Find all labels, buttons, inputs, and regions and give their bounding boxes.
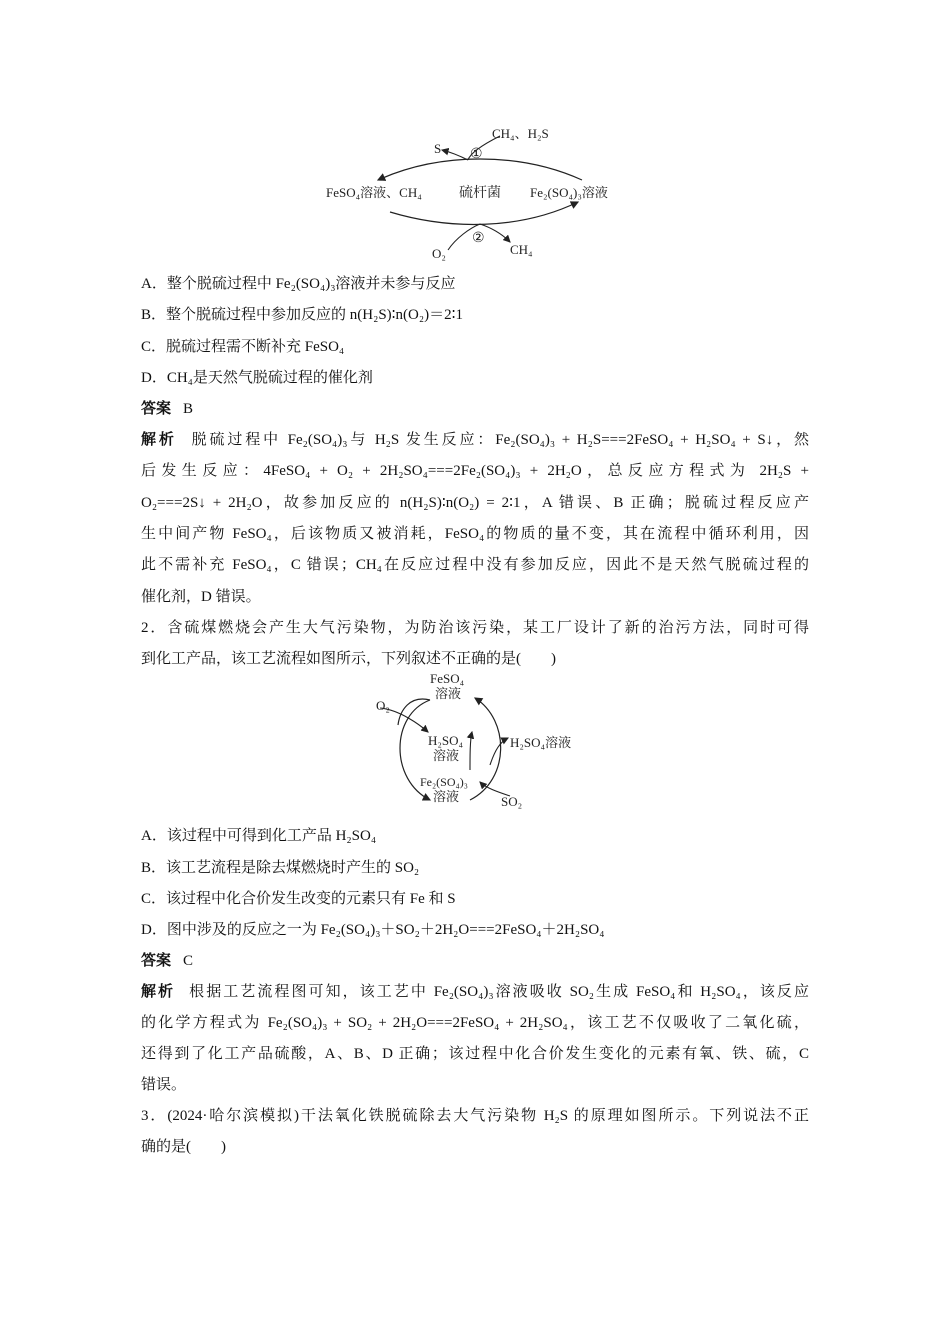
step2-label: ② [472, 231, 485, 246]
q1-analysis-line: 解析 脱硫过程中 Fe₂(SO₄)₃与 H₂S 发生反应：Fe₂(SO₄)₃ + H₂S===2FeSO₄ + H₂SO₄ + S↓，然 [141, 432, 809, 448]
q1-option-d: D．CH₄是天然气脱硫过程的催化剂 [141, 370, 373, 386]
o2-label: O₂ [432, 246, 446, 261]
fe2so43-label: Fe₂(SO₄)₃溶液 [530, 185, 608, 200]
so2-label: SO₂ [501, 794, 523, 809]
q2-answer [141, 951, 193, 971]
q2-analysis-line: 的化学方程式为 Fe₂(SO₄)₃ + SO₂ + 2H₂O===2FeSO₄ + 2H₂SO₄，该工艺不仅吸收了二氧化硫， [141, 1015, 809, 1031]
analysis-label: 解析 [141, 432, 177, 448]
q1-analysis-line: 催化剂，D 错误。 [141, 589, 261, 605]
q1-answer [141, 399, 193, 419]
q2-option-a: A．该过程中可得到化工产品 H₂SO₄ [141, 828, 377, 844]
answer-value: B [183, 401, 194, 417]
h2so4-product-label: H₂SO₄溶液 [510, 735, 572, 750]
q1-analysis-line: 后发生反应：4FeSO₄ + O₂ + 2H₂SO₄===2Fe₂(SO₄)₃ + 2H₂O，总反应方程式为 2H₂S + [141, 463, 809, 479]
answer-value: C [183, 953, 194, 969]
feso4-solution-label: 溶液 [435, 686, 462, 701]
q1-option-c: C．脱硫过程需不断补充 FeSO₄ [141, 339, 345, 355]
o2-label: O₂ [376, 698, 390, 713]
q3-stem-line: 确的是( ) [141, 1139, 226, 1155]
q3-stem-line: 3．(2024·哈尔滨模拟)干法氧化铁脱硫除去大气污染物 H₂S 的原理如图所示。下列说法不正 [141, 1108, 809, 1124]
answer-label: 答案 [141, 401, 172, 417]
h2so4-solution-label: 溶液 [433, 748, 460, 763]
ch4-out-label: CH₄ [510, 242, 533, 257]
q2-analysis-line: 解析 根据工艺流程图可知，该工艺中 Fe₂(SO₄)₃溶液吸收 SO₂生成 FeSO₄和 H₂SO₄，该反应 [141, 984, 809, 1000]
q2-option-d: D．图中涉及的反应之一为 Fe₂(SO₄)₃＋SO₂＋2H₂O===2FeSO₄＋2H₂SO₄ [141, 922, 605, 938]
q2-stem-line: 2．含硫煤燃烧会产生大气污染物，为防治该污染，某工厂设计了新的治污方法，同时可得 [141, 620, 809, 636]
q2-option-c: C．该过程中化合价发生改变的元素只有 Fe 和 S [141, 891, 456, 907]
q1-analysis-line: 此不需补充 FeSO₄，C 错误；CH₄在反应过程中没有参加反应，因此不是天然气脱硫过程的 [141, 557, 809, 573]
fe2so43-label: Fe₂(SO₄)₃ [420, 775, 468, 789]
s-out-arrow [442, 150, 468, 160]
q2-analysis-line: 还得到了化工产品硫酸，A、B、D 正确；该过程中化合价发生变化的元素有氧、铁、硫，C [141, 1046, 809, 1062]
so2-treatment-cycle-diagram [360, 670, 600, 815]
feso4-label: FeSO₄ [430, 671, 465, 686]
h2so4-recycle-arrow [470, 732, 472, 770]
desulfurization-cycle-diagram [320, 120, 640, 265]
step1-label: ① [470, 147, 483, 162]
q2-option-b: B．该工艺流程是除去煤燃烧时产生的 SO₂ [141, 860, 420, 876]
cycle-circle-right [470, 698, 501, 800]
q1-option-a: A．整个脱硫过程中 Fe₂(SO₄)₃溶液并未参与反应 [141, 276, 456, 292]
lower-cycle-arc [390, 202, 578, 224]
q1-analysis-line: 生中间产物 FeSO₄，后该物质又被消耗，FeSO₄的物质的量不变，其在流程中循环利用，因 [141, 526, 809, 542]
h2so4-label: H₂SO₄ [428, 733, 464, 748]
q2-stem-line: 到化工产品，该工艺流程如图所示，下列叙述不正确的是( ) [141, 651, 556, 667]
q2-analysis-line: 错误。 [141, 1077, 187, 1093]
feso4-ch4-label: FeSO₄溶液、CH₄ [326, 185, 422, 200]
q1-option-b: B．整个脱硫过程中参加反应的 n(H₂S)∶n(O₂)＝2∶1 [141, 307, 464, 323]
s-label: S [434, 141, 442, 156]
ch4-h2s-label: CH₄、H₂S [492, 126, 549, 141]
upper-cycle-arc [378, 159, 582, 180]
answer-label: 答案 [141, 953, 172, 969]
analysis-label: 解析 [141, 984, 176, 1000]
bacteria-label: 硫杆菌 [459, 186, 501, 201]
q1-analysis-line: O₂===2S↓ + 2H₂O，故参加反应的 n(H₂S)∶n(O₂) = 2∶1，A 错误、B 正确；脱硫过程反应产 [141, 495, 809, 511]
fe2so43-solution-label: 溶液 [433, 789, 460, 804]
